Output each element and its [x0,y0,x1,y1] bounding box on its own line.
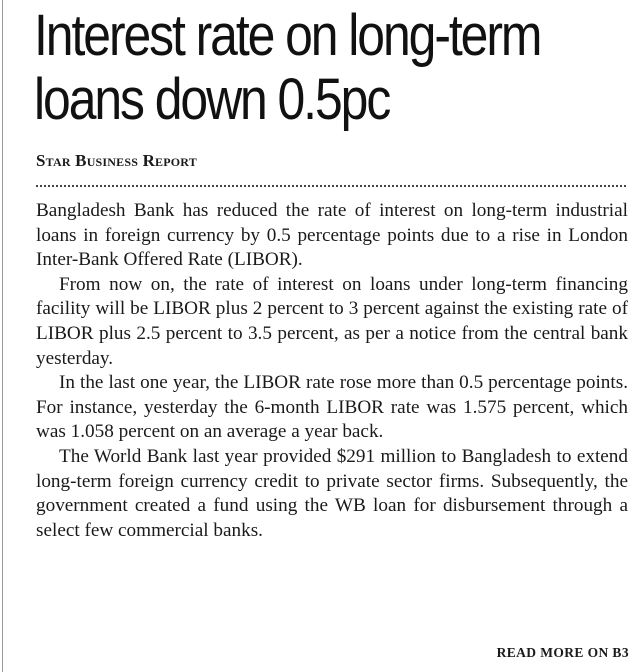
paragraph-4: The World Bank last year provided $291 million to Bangladesh to extend long-term foreign currency credit to private sector firms. Subsequently, the government created a fund using the WB loan for disbursement through a select few commercial banks. [36,445,628,541]
byline: Star Business Report [36,151,197,170]
headline-line-1: Interest rate on long-term [34,3,541,68]
read-more-link[interactable]: READ MORE ON B3 [496,645,629,660]
headline-line-2: loans down 0.5pc [34,67,390,132]
headline [34,4,636,132]
dotted-separator [36,185,626,187]
news-article [36,0,628,543]
paragraph-3: In the last one year, the LIBOR rate rose more than 0.5 percentage points. For instance, yesterday the 6-month LIBOR rate was 1.575 percent, which was 1.058 percent on an average a year back. [36,372,628,443]
paragraph-2: From now on, the rate of interest on loans under long-term financing facility will be LIBOR plus 2 percent to 3 percent against the existing rate of LIBOR plus 2.5 percent to 3.5 percent, as per a notice from the central bank yesterday. [36,273,628,369]
paragraph-1: Bangladesh Bank has reduced the rate of interest on long-term industrial loans in foreign currency by 0.5 percentage points due to a rise in London Inter-Bank Offered Rate (LIBOR). [36,200,628,271]
column-divider [2,0,3,672]
article-body [36,199,628,543]
